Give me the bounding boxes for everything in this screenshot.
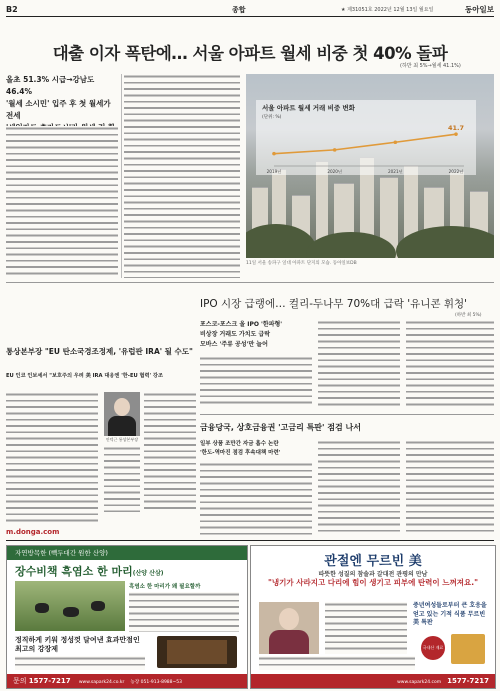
newspaper-logo[interactable]: 동아일보: [465, 5, 494, 14]
lead-subhead: 올초 51.3% 시급→강남도 46.4%: [6, 75, 95, 96]
joint-ad-desc: [259, 656, 415, 670]
section-name: 종합: [232, 6, 246, 14]
reporter-caption: 안덕근 통상본부장: [105, 437, 139, 442]
goat-photo: [15, 581, 125, 631]
lead-article-body-col2: [124, 74, 240, 278]
site-link[interactable]: m.donga.com: [6, 528, 60, 536]
issue-date: ★ 제31051호 2022년 12월 13일 월요일: [341, 7, 434, 13]
joint-ad-body: [325, 602, 407, 654]
chart-data-label: 41.7: [447, 124, 465, 133]
finance-body-col3: [406, 440, 494, 536]
main-headline[interactable]: 대출 이자 폭탄에… 서울 아파트 월세 비중 첫 40% 돌파: [52, 44, 448, 63]
chart-x-tick-label: 2021년: [387, 169, 403, 174]
goat-ad-contact[interactable]: 문의 1577-7217 www.sapark24.co.kr 농장 051-913-8988~53: [7, 674, 247, 688]
photo-caption: 11일 서울 송파구 일대 아파트 단지의 모습. 동아일보DB: [246, 261, 357, 266]
ipo-body-col2: [318, 320, 400, 408]
ipo-body: [200, 356, 312, 408]
page-header: [6, 3, 494, 17]
chart-title: 서울 아파트 월세 거래 비중 변화: [262, 104, 355, 112]
chart-point: [333, 148, 337, 152]
chart-x-tick-label: 2020년: [327, 169, 343, 174]
ad-divider: [6, 540, 494, 541]
ipo-headline[interactable]: IPO 시장 급랭에… 컬리-두나무 70%대 급락 '유니콘 휘청': [200, 298, 468, 310]
ipo-subheads: [200, 320, 312, 350]
goat-ad-title: 장수비책 흑염소 한 마리(산양 산삼): [15, 565, 164, 578]
lead-subhead: '월세 소시민' 입주 후 첫 월세가 전세: [6, 99, 111, 120]
ipo-subhead: 포스코-포스크 올 IPO '한파형': [200, 321, 283, 328]
goat-ad-headline: 정직하게 키워 정성껏 달여낸 효과만점인 최고의 강장제: [15, 636, 140, 653]
chart-unit: (단위: %): [262, 115, 282, 120]
joint-ad-contact[interactable]: www.sapark24.com 1577-7217: [251, 674, 495, 688]
joint-ad-side-text: 중년여성들로부터 큰 호응을 얻고 있는 기적 식품 무르빈 美 특판: [413, 602, 487, 626]
joint-ad-title: 관절엔 무르빈 美: [324, 554, 422, 569]
trade-headline[interactable]: 통상본부장 "EU 탄소국경조정제, '유럽판 IRA' 될 수도": [6, 347, 193, 356]
chart-x-tick-label: 2019년: [266, 169, 282, 174]
chart-point: [272, 152, 276, 156]
rent-share-chart: [256, 100, 476, 175]
ipo-subhead: 비상장 거래도 가치도 급락: [200, 331, 271, 338]
origin-stamp: 국내산 재료: [421, 636, 445, 660]
trade-subhead: EU 인코 인보세서 "보호주의 우려 美 IRA 대응엔 '한-EU 협력' 강조: [6, 373, 163, 379]
goat-ad-label: 자연방목한 (빽두대간 원한 산양): [7, 546, 247, 560]
joint-ad[interactable]: [250, 545, 496, 689]
lead-article-body: [6, 126, 118, 278]
product-box: [157, 636, 237, 668]
finance-body: [200, 462, 312, 536]
section-divider: [6, 282, 494, 283]
finance-headline[interactable]: 금융당국, 상호금융권 '고금리 특판' 점검 나서: [200, 423, 361, 432]
ipo-subhead: 모바스 '주류 공성'만 늘어: [200, 341, 268, 348]
spokesperson-photo: [259, 602, 319, 654]
joint-ad-slogan-2: "냉기가 사라지고 다리에 힘이 생기고 피부에 탄력이 느껴져요.": [267, 578, 479, 587]
section-divider: [200, 414, 494, 415]
chart-x-tick-label: 2022년: [448, 169, 464, 174]
ipo-byline: (하반 최 5%): [455, 313, 482, 318]
finance-subhead: 일부 상품 조만간 자금 흡수 논란: [200, 441, 279, 447]
finance-body-col2: [318, 440, 400, 536]
trade-body-col3: [104, 446, 140, 512]
goat-ad-body: [129, 592, 239, 632]
goat-ad-tagline: 흑염소 한 마리가 왜 필요할까: [129, 584, 201, 590]
goat-ad-desc: [15, 656, 145, 670]
chart-point: [454, 132, 458, 136]
reporter-photo: [104, 392, 140, 436]
page-number: B2: [6, 5, 18, 14]
column-divider: [121, 74, 122, 278]
ipo-body-col3: [406, 320, 494, 408]
finance-subheads: [200, 440, 312, 458]
trade-body: [6, 392, 98, 524]
lead-byline: (하반 최 5%→월세 41.1%): [400, 63, 461, 69]
finance-subhead: '한도-역마진 점검 후속대책 마련': [200, 450, 281, 456]
product-package: [451, 634, 485, 664]
trade-body-col2: [144, 392, 196, 512]
chart-point: [394, 140, 398, 144]
goat-ad[interactable]: [6, 545, 248, 689]
joint-ad-slogan-1: 따뜻한 성질의 참솔과 갈대전 관평의 만남: [318, 571, 428, 578]
